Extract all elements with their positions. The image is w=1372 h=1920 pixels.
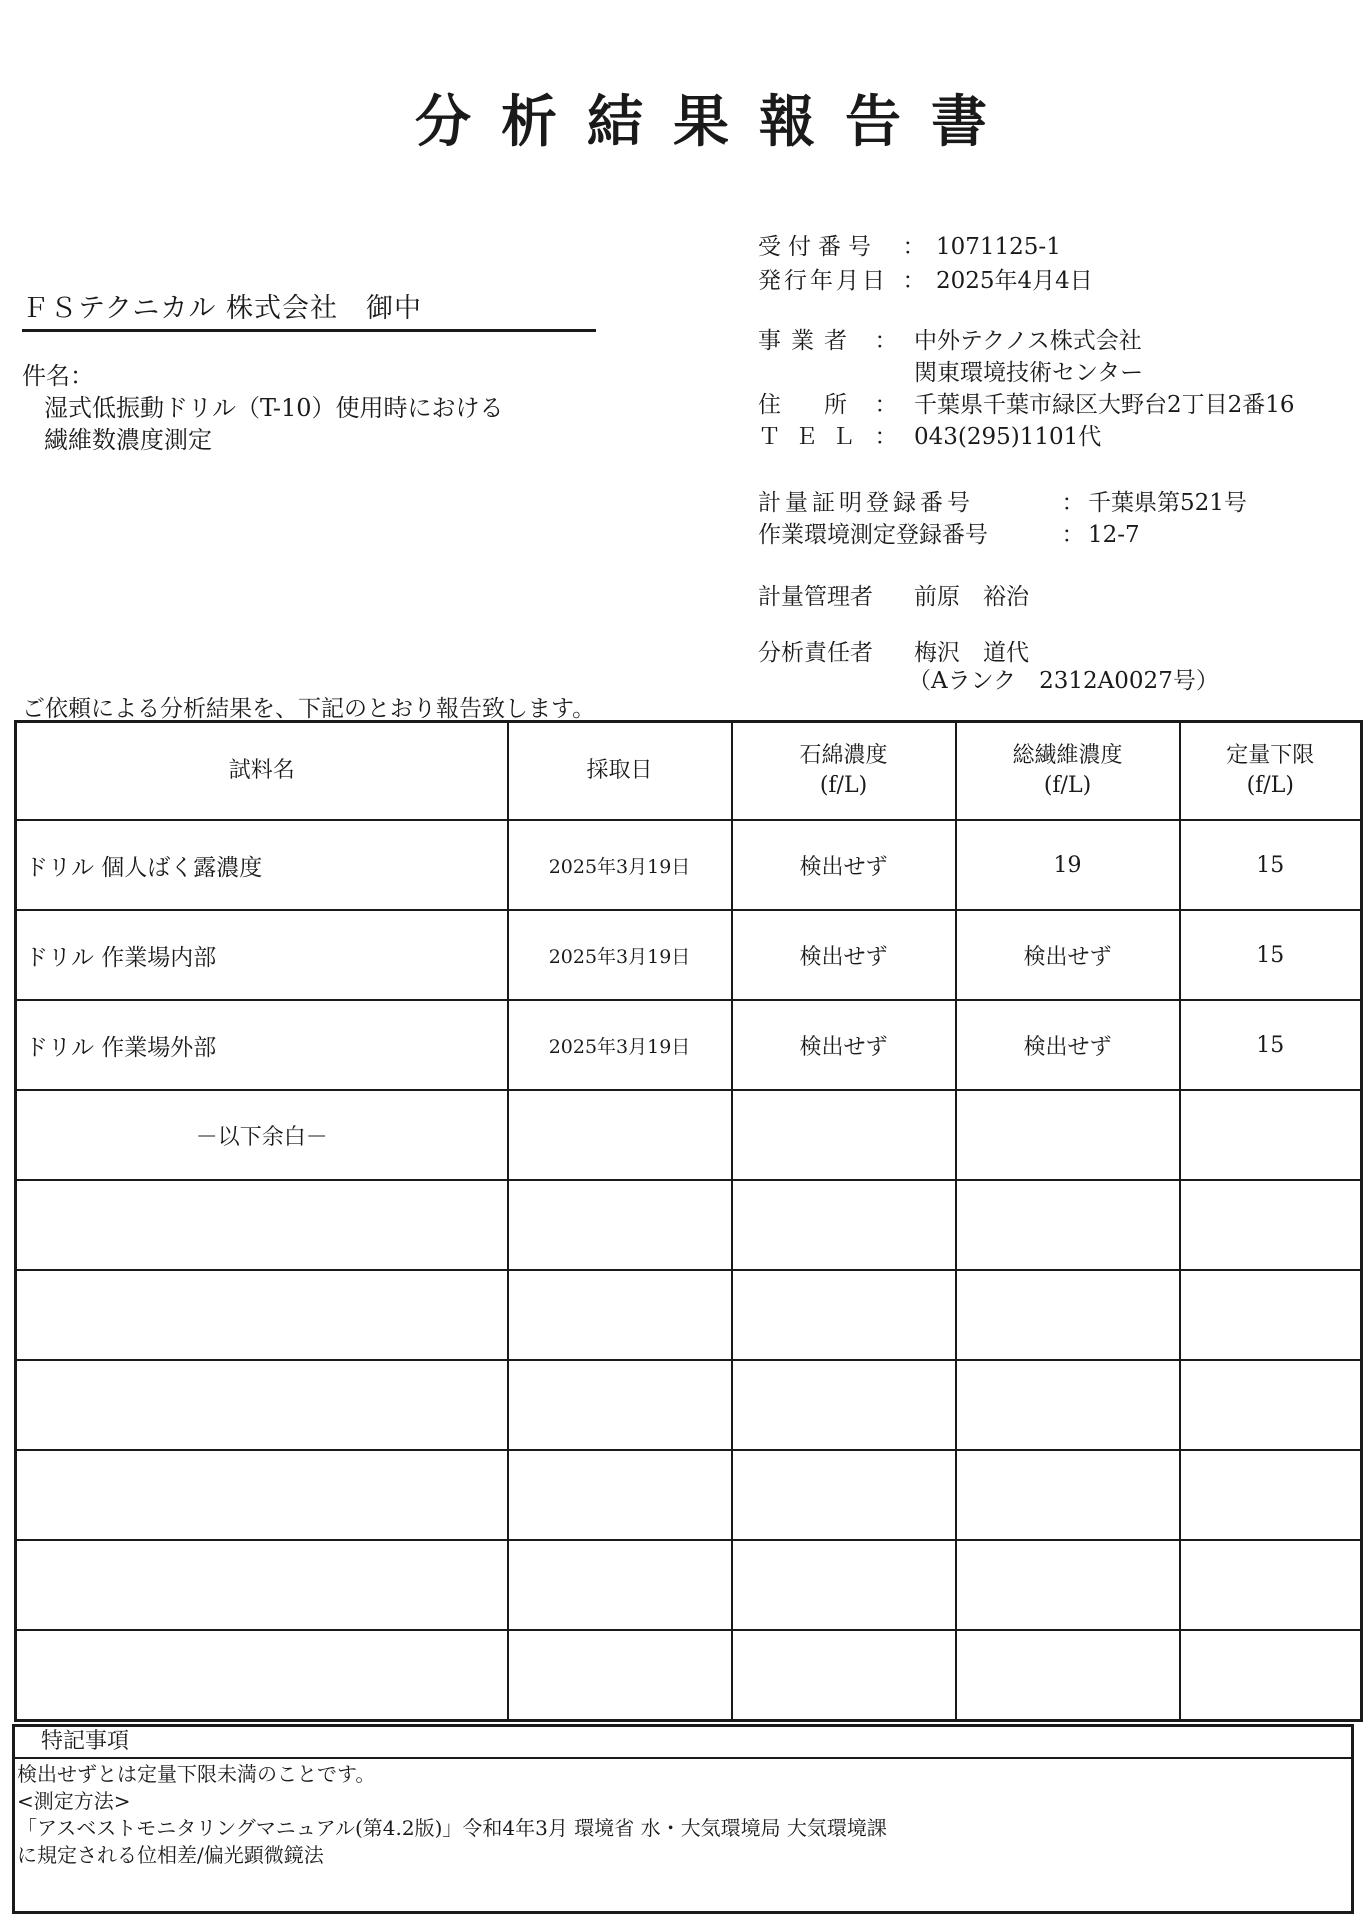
sampling-date: 2025年3月19日 xyxy=(508,1000,732,1090)
table-row-empty xyxy=(16,1180,1362,1270)
notes-line: <測定方法> xyxy=(17,1789,131,1813)
tel-line: ＴＥＬ ： 043(295)1101代 xyxy=(758,418,1101,451)
intro-text: ご依頼による分析結果を、下記のとおり報告致します。 xyxy=(22,696,596,722)
table-header-row xyxy=(16,722,1362,821)
notes-body xyxy=(15,1759,1351,1869)
table-row xyxy=(16,910,1362,1000)
total-fiber-value: 検出せず xyxy=(956,910,1180,1000)
analyst-rank: （Aランク 2312A0027号） xyxy=(908,668,1219,694)
table-row-empty xyxy=(16,1360,1362,1450)
receipt-number-line: 受付番号 ： 1071125-1 xyxy=(758,228,1061,261)
env-line: 作業環境測定登録番号 ： 12-7 xyxy=(758,516,1140,549)
header-total-fiber: 総繊維濃度 (f/L) xyxy=(956,722,1180,821)
tel: 043(295)1101代 xyxy=(914,424,1102,450)
sample-name: ドリル 個人ばく露濃度 xyxy=(16,820,508,910)
results-table xyxy=(14,720,1363,1722)
table-row-empty xyxy=(16,1540,1362,1630)
operator-name: 中外テクノス株式会社 xyxy=(914,328,1142,354)
manager-line xyxy=(758,578,1029,611)
address-label: 住 所 xyxy=(758,392,857,418)
cert-number: 千葉県第521号 xyxy=(1088,490,1247,516)
sampling-date: 2025年3月19日 xyxy=(508,910,732,1000)
table-row-end-mark xyxy=(16,1090,1362,1180)
analyst-label: 分析責任者 xyxy=(758,640,873,666)
issue-date-line: 発行年月日 ： 2025年4月4日 xyxy=(758,262,1093,295)
end-mark: －以下余白－ xyxy=(16,1090,508,1180)
address-line: 住 所 ： 千葉県千葉市緑区大野台2丁目2番16 xyxy=(758,386,1295,419)
receipt-number: 1071125-1 xyxy=(936,234,1061,260)
table-row xyxy=(16,820,1362,910)
sample-name: ドリル 作業場外部 xyxy=(16,1000,508,1090)
table-row xyxy=(16,1000,1362,1090)
table-row-empty xyxy=(16,1450,1362,1540)
issue-date-label: 発行年月日 xyxy=(758,268,888,294)
analyst-name: 梅沢 道代 xyxy=(914,640,1029,666)
issue-date: 2025年4月4日 xyxy=(936,268,1093,294)
header-sample-name: 試料名 xyxy=(16,722,508,821)
limit-value: 15 xyxy=(1180,1000,1362,1090)
subject-line-1: 湿式低振動ドリル（T-10）使用時における xyxy=(44,394,504,422)
address: 千葉県千葉市緑区大野台2丁目2番16 xyxy=(914,392,1295,418)
subject-line-2: 繊維数濃度測定 xyxy=(44,426,212,454)
env-label: 作業環境測定登録番号 xyxy=(758,522,988,548)
env-number: 12-7 xyxy=(1088,522,1140,548)
total-fiber-value: 検出せず xyxy=(956,1000,1180,1090)
asbestos-value: 検出せず xyxy=(732,820,956,910)
notes-line: に規定される位相差/偏光顕微鏡法 xyxy=(17,1843,324,1867)
table-row-empty xyxy=(16,1270,1362,1360)
limit-value: 15 xyxy=(1180,910,1362,1000)
total-fiber-value: 19 xyxy=(956,820,1180,910)
sampling-date: 2025年3月19日 xyxy=(508,820,732,910)
cert-label: 計量証明登録番号 xyxy=(758,490,974,516)
notes-box xyxy=(12,1724,1354,1914)
notes-heading: 特記事項 xyxy=(15,1727,1351,1759)
asbestos-value: 検出せず xyxy=(732,1000,956,1090)
manager-label: 計量管理者 xyxy=(758,584,873,610)
asbestos-value: 検出せず xyxy=(732,910,956,1000)
notes-line: 「アスベストモニタリングマニュアル(第4.2版)」令和4年3月 環境省 水・大気環境局 大気環境課 xyxy=(17,1816,887,1840)
document-title: 分析結果報告書 xyxy=(415,90,1017,155)
operator-line: 事業者 ： 中外テクノス株式会社 xyxy=(758,322,1142,355)
operator-label: 事業者 xyxy=(758,328,857,354)
recipient: ＦＳテクニカル 株式会社 御中 xyxy=(22,286,596,332)
notes-line: 検出せずとは定量下限未満のことです。 xyxy=(17,1762,376,1786)
sample-name: ドリル 作業場内部 xyxy=(16,910,508,1000)
subject-label: 件名： xyxy=(22,362,94,390)
tel-label: ＴＥＬ xyxy=(758,424,869,450)
limit-value: 15 xyxy=(1180,820,1362,910)
operator-dept: 関東環境技術センター xyxy=(914,360,1144,386)
header-asbestos: 石綿濃度 (f/L) xyxy=(732,722,956,821)
header-limit: 定量下限 (f/L) xyxy=(1180,722,1362,821)
table-row-empty xyxy=(16,1630,1362,1721)
header-sampling-date: 採取日 xyxy=(508,722,732,821)
manager-name: 前原 裕治 xyxy=(914,584,1029,610)
receipt-label: 受付番号 xyxy=(758,234,878,260)
cert-line: 計量証明登録番号 ： 千葉県第521号 xyxy=(758,484,1247,517)
